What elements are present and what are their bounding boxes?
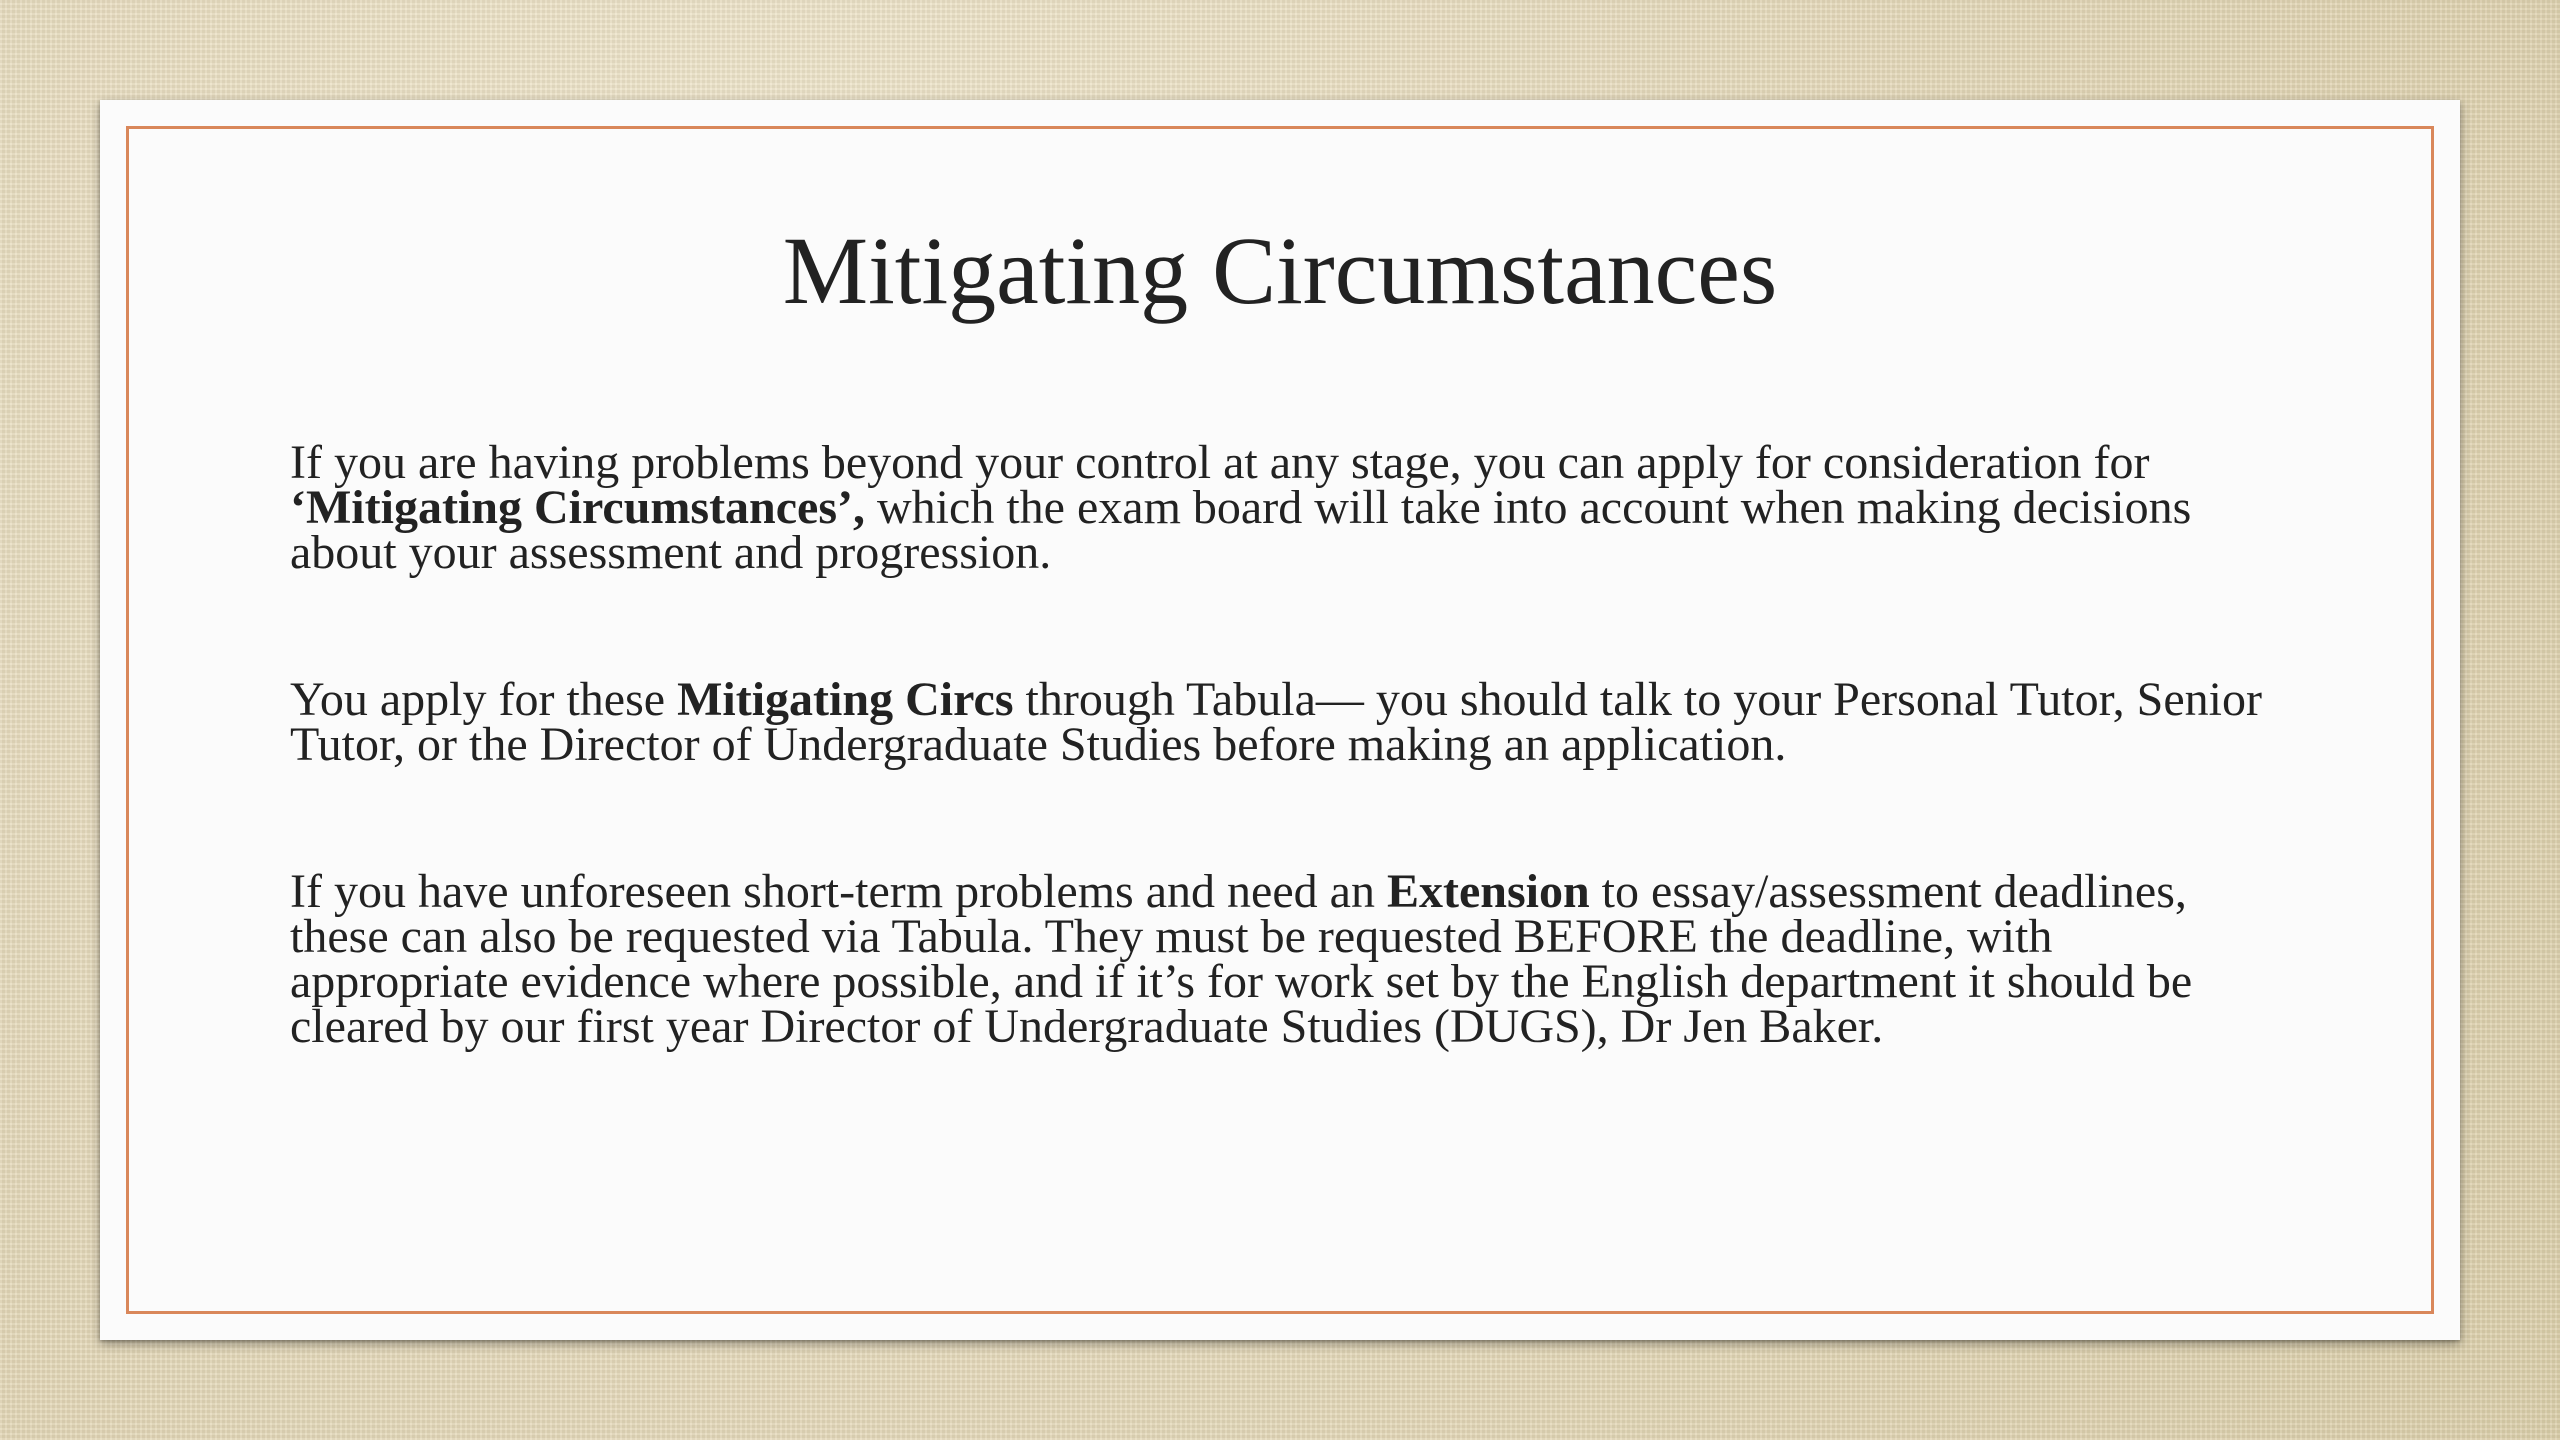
paragraph-1-text-end: which the exam board will take into account when making decisions about your assessment and progression.: [290, 481, 2192, 579]
paragraph-3-text-end: to essay/assessment deadlines, these can also be requested via Tabula. They must be requested BEFORE the deadline, with appropriate evidence where possible, and if it’s for work set by the English department it should be cleared by our first year Director of Undergraduate Studies (DUGS), Dr Jen Baker.: [290, 865, 2193, 1053]
paragraph-2-bold-term: Mitigating Circs: [677, 673, 1014, 726]
paragraph-extension: [290, 865, 2270, 1053]
paragraph-2-text-end: through Tabula— you should talk to your Personal Tutor, Senior Tutor, or the Director of Undergraduate Studies before making an application.: [290, 673, 2262, 771]
paragraph-mitigating-circumstances: [290, 436, 2270, 579]
slide-body: [290, 436, 2270, 1053]
paragraph-apply-via-tabula: [290, 673, 2270, 771]
paragraph-3-text-start: If you have unforeseen short-term problems and need an: [290, 865, 1387, 918]
paragraph-1-text-start: If you are having problems beyond your control at any stage, you can apply for consideration for: [290, 436, 2150, 489]
paragraph-1-bold-term: ‘Mitigating Circumstances’,: [290, 481, 866, 534]
slide-title: Mitigating Circumstances: [782, 217, 1778, 324]
paragraph-3-bold-term: Extension: [1386, 865, 1590, 918]
slide-card: [100, 100, 2460, 1340]
paragraph-2-text-start: You apply for these: [290, 673, 678, 726]
